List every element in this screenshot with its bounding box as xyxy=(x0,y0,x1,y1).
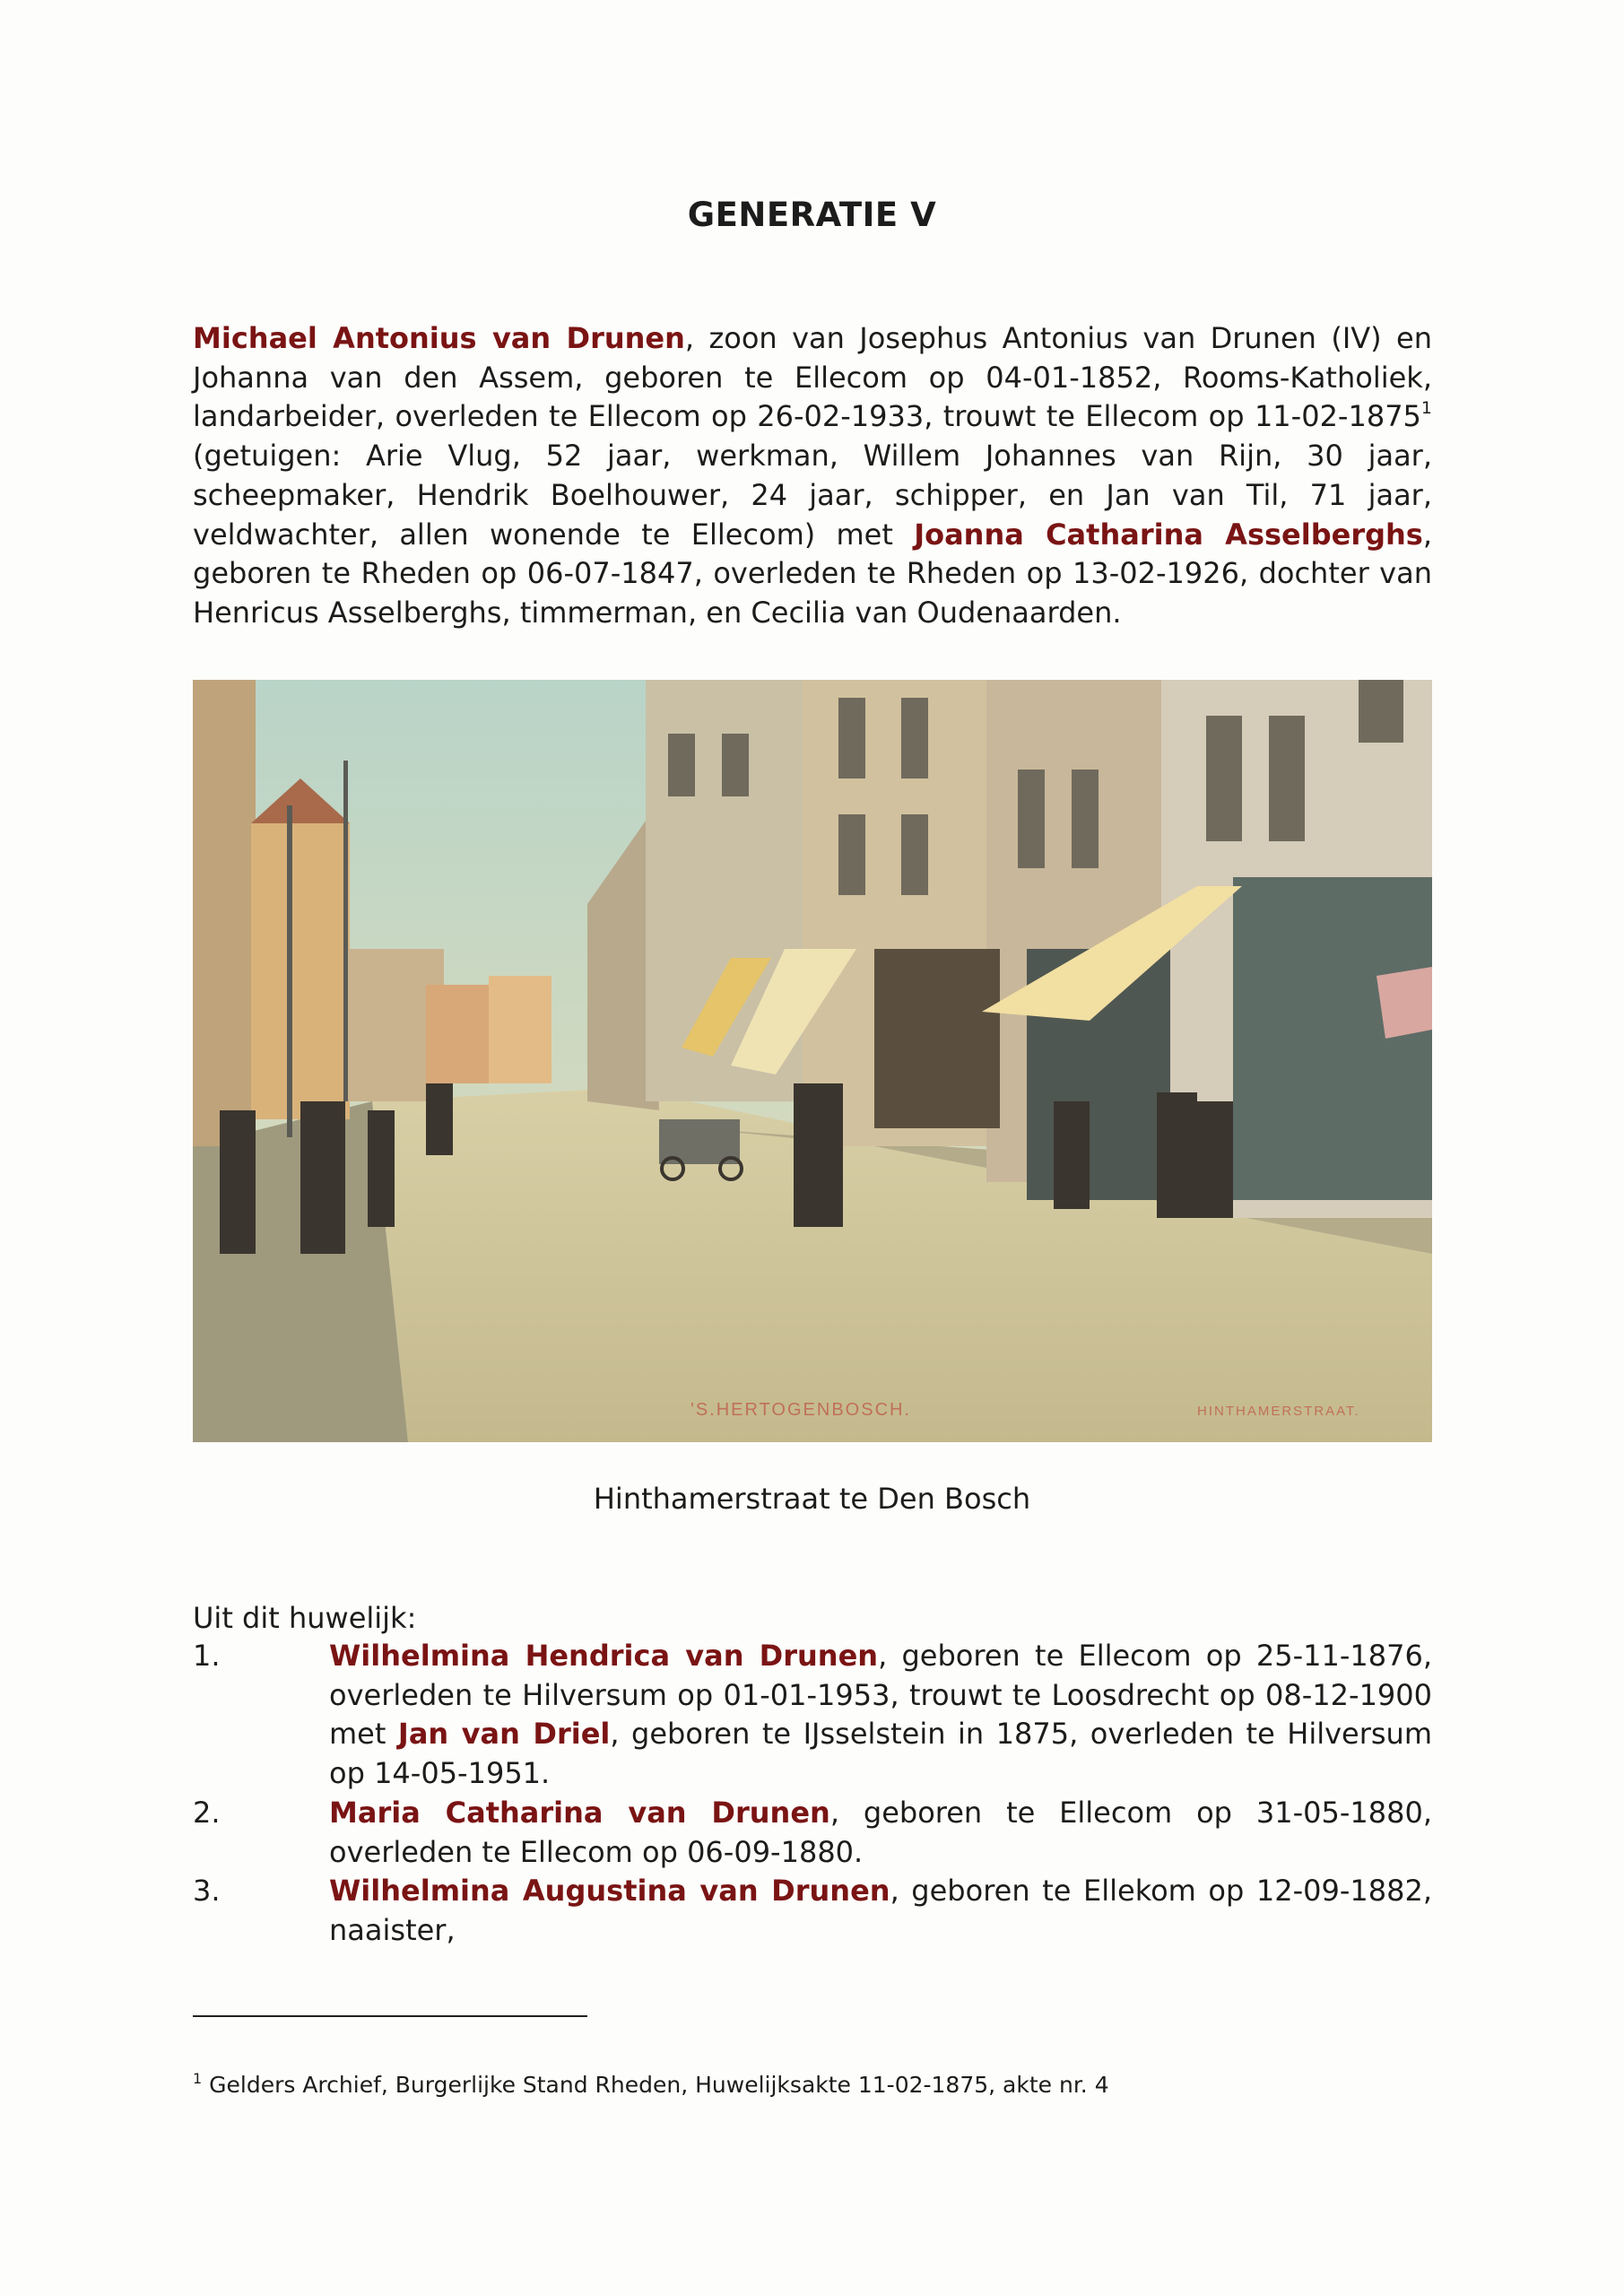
footnote-divider xyxy=(193,2015,587,2017)
street-photo xyxy=(193,680,1432,1442)
child-name: Maria Catharina van Drunen xyxy=(329,1795,830,1830)
page-title: GENERATIE V xyxy=(687,196,937,234)
list-item xyxy=(193,1637,1432,1794)
children-list xyxy=(193,1637,1432,1951)
paragraph-text-1: , zoon van Josephus Antonius van Drunen (IV) en Johanna van den Assem, geboren te Ellecom op 04-01-1852, Rooms-Katholiek, landarbeider, overleden te Ellecom op 26-02-1933, trouwt te Ellecom op 11-02-1875 xyxy=(193,321,1433,434)
list-number: 3. xyxy=(193,1874,221,1909)
child-name: Wilhelmina Hendrica van Drunen xyxy=(329,1639,879,1673)
child-details: , geboren te Ellecom op 31-05-1880, overleden te Ellecom op 06-09-1880. xyxy=(329,1795,1433,1869)
list-item xyxy=(193,1872,1432,1950)
child-details: , geboren te Ellekom op 12-09-1882, naaister, xyxy=(329,1874,1433,1947)
postcard-title-right: HINTHAMERSTRAAT. xyxy=(1197,1404,1360,1419)
photo-caption: Hinthamerstraat te Den Bosch xyxy=(593,1482,1031,1516)
list-item-text xyxy=(329,1637,1432,1794)
footnote-reference[interactable]: 1 xyxy=(1420,398,1432,419)
spouse-details: , geboren te IJsselstein in 1875, overleden te Hilversum op 14-05-1951. xyxy=(329,1717,1433,1791)
list-item xyxy=(193,1794,1432,1872)
spouse-name: Jan van Driel xyxy=(397,1717,611,1752)
person-name-michael: Michael Antonius van Drunen xyxy=(193,321,685,355)
children-intro: Uit dit huwelijk: xyxy=(193,1601,417,1635)
footnote-text: Gelders Archief, Burgerlijke Stand Rheden, Huwelijksakte 11-02-1875, akte nr. 4 xyxy=(202,2072,1109,2098)
list-number: 1. xyxy=(193,1639,221,1673)
main-paragraph xyxy=(193,319,1432,633)
footnote xyxy=(193,2072,1109,2098)
paragraph-text-2: (getuigen: Arie Vlug, 52 jaar, werkman, Willem Johannes van Rijn, 30 jaar, scheepmaker, Hendrik Boelhouwer, 24 jaar, schipper, en Jan van Til, 71 jaar, veldwachter, allen wonende te Ellecom) met xyxy=(193,439,1432,552)
child-name: Wilhelmina Augustina van Drunen xyxy=(329,1874,890,1909)
footnote-number: 1 xyxy=(193,2070,203,2087)
person-name-joanna: Joanna Catharina Asselberghs xyxy=(914,517,1423,552)
list-number: 2. xyxy=(193,1795,221,1830)
postcard-title-left: 'S.HERTOGENBOSCH. xyxy=(690,1400,912,1420)
list-item-text xyxy=(329,1794,1432,1872)
list-item-text xyxy=(329,1872,1432,1950)
paragraph-text-3: , geboren te Rheden op 06-07-1847, overleden te Rheden op 13-02-1926, dochter van Henricus Asselberghs, timmerman, en Cecilia van Oudenaarden. xyxy=(193,517,1433,630)
child-details: , geboren te Ellecom op 25-11-1876, overleden te Hilversum op 01-01-1953, trouwt te Loosdrecht op 08-12-1900 met xyxy=(329,1639,1433,1752)
